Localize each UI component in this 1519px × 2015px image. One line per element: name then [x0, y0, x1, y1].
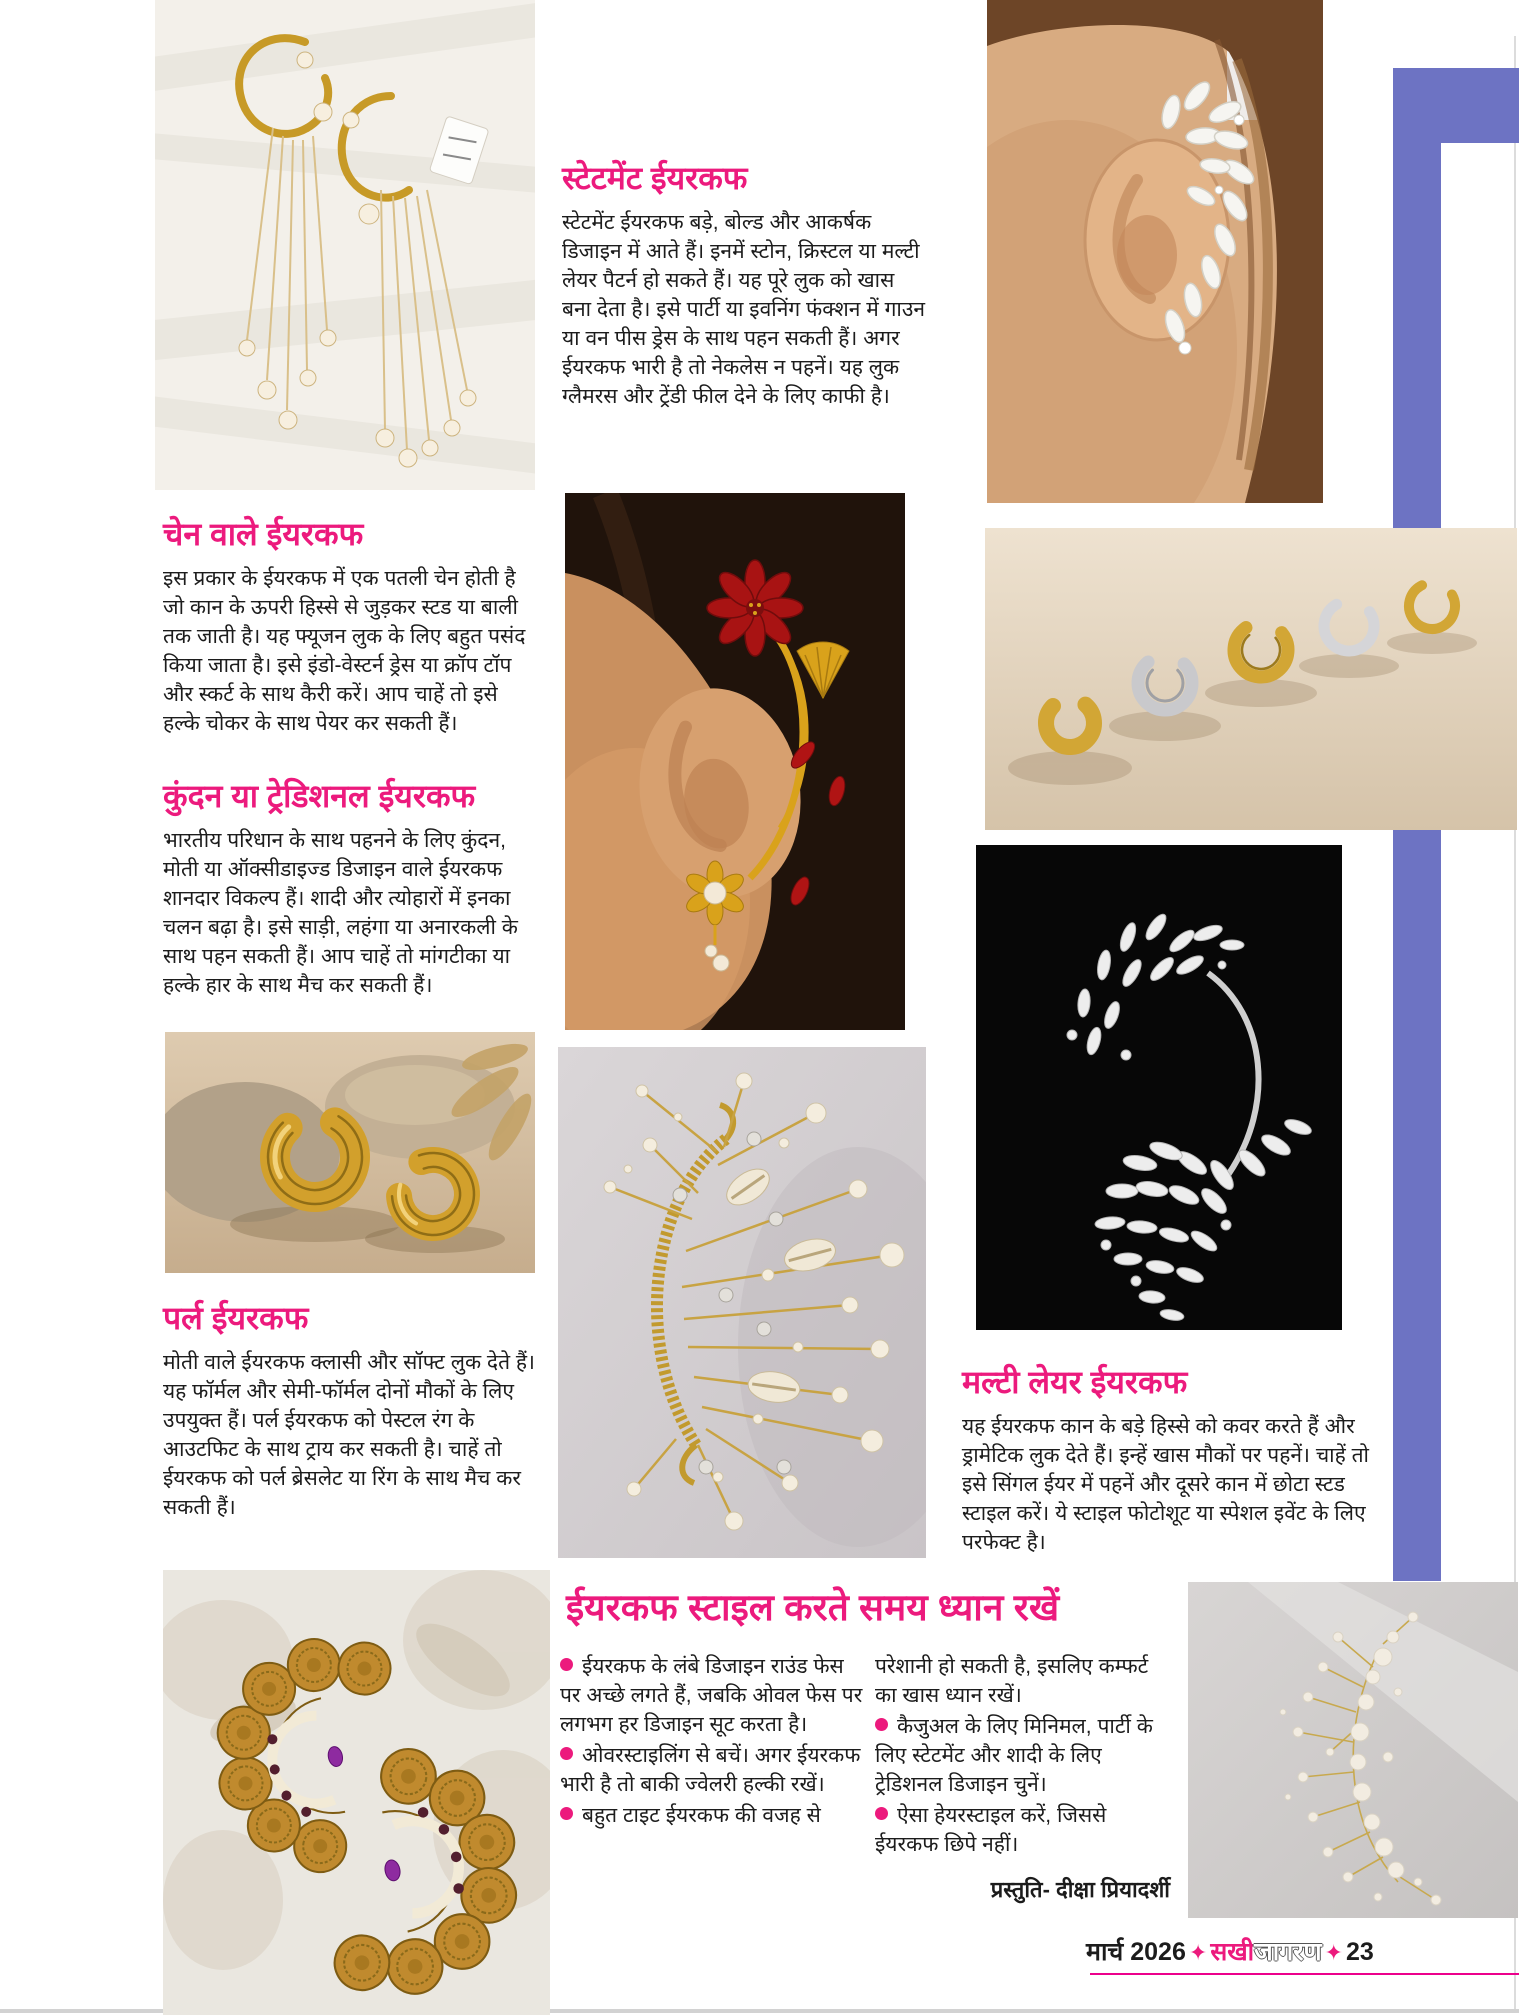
author-credit: प्रस्तुति- दीक्षा प्रियादर्शी [990, 1877, 1170, 1902]
tip-text: ऐसा हेयरस्टाइल करें, जिससे ईयरकफ छिपे नहीं। [875, 1804, 1107, 1856]
tip-item-continuation: परेशानी हो सकती है, इसलिए कम्फर्ट का खास ध्यान रखें। [875, 1655, 1149, 1707]
footer-rule-line [1090, 1973, 1519, 1975]
tip-item [560, 1652, 868, 1739]
section-chain-earcuff [163, 514, 537, 738]
tip-text: ओवरस्टाइलिंग से बचें। अगर ईयरकफ भारी है तो बाकी ज्वेलरी हल्की रखें। [560, 1744, 861, 1796]
bullet-dot-icon [875, 1718, 888, 1731]
section-title: स्टेटमेंट ईयरकफ [562, 160, 748, 196]
section-title: कुंदन या ट्रेडिशनल ईयरकफ [163, 778, 476, 814]
footer-page-number: 23 [1345, 1938, 1374, 1966]
sparkle-star-icon: ✦ [1324, 1940, 1343, 1965]
tips-title: ईयरकफ स्टाइल करते समय ध्यान रखें [566, 1587, 1060, 1628]
pearl-branch-photo [1188, 1582, 1518, 1918]
tip-text: ईयरकफ के लंबे डिजाइन राउंड फेस पर अच्छे लगते हैं, जबकि ओवल फेस पर लगभग हर डिजाइन सूट करता है। [560, 1655, 863, 1736]
section-title: चेन वाले ईयरकफ [163, 516, 364, 552]
red-flower-earcuff-photo [565, 493, 905, 1030]
footer-month-year: मार्च 2026 [1086, 1938, 1186, 1966]
section-body: यह ईयरकफ कान के बड़े हिस्से को कवर करते हैं और ड्रामेटिक लुक देते हैं। इन्हें खास मौकों पर पहनें। चाहें तो इसे सिंगल ईयर में पहनें और दूसरे कान में छोटा स्टड स्टाइल करें। ये स्टाइल फोटोशूट या स्पेशल इवेंट के लिए परफेक्ट है। [962, 1415, 1369, 1554]
section-kundan-earcuff [163, 776, 537, 1000]
section-body: मोती वाले ईयरकफ क्लासी और सॉफ्ट लुक देते हैं। यह फॉर्मल और सेमी-फॉर्मल दोनों मौकों के लिए उपयुक्त हैं। पर्ल ईयरकफ को पेस्टल रंग के आउटफिट के साथ ट्राय कर सकती है। चाहें तो ईयरकफ को पर्ल ब्रेसलेट या रिंग के साथ मैच कर सकती हैं। [163, 1351, 535, 1519]
footer-brand-sakhi: सखी [1210, 1938, 1255, 1966]
section-multilayer-earcuff [962, 1362, 1384, 1557]
footer-brand-jagran: जागरण [1254, 1938, 1322, 1966]
section-statement-earcuff [562, 158, 926, 411]
tip-item [560, 1801, 868, 1830]
section-title: पर्ल ईयरकफ [163, 1300, 309, 1336]
section-body: इस प्रकार के ईयरकफ में एक पतली चेन होती है जो कान के ऊपरी हिस्से से जुड़कर स्टड या बाली तक जाती है। यह फ्यूजन लुक के लिए बहुत पसंद किया जाता है। इसे इंडो-वेस्टर्न ड्रेस या क्रॉप टॉप और स्कर्ट के साथ कैरी करें। आप चाहें तो इसे हल्के चोकर के साथ पेयर कर सकती हैं। [163, 567, 526, 735]
section-pearl-earcuff [163, 1298, 537, 1522]
page-footer [1086, 1934, 1374, 1968]
bullet-dot-icon [560, 1658, 573, 1671]
tip-item [560, 1741, 868, 1799]
pearl-tassel-earcuffs-photo [155, 0, 535, 490]
coin-crescent-earcuffs-photo [163, 1570, 550, 2015]
crystal-leaf-earcuff-photo [987, 0, 1323, 503]
bullet-dot-icon [875, 1807, 888, 1820]
pearl-shell-earcuff-photo [558, 1047, 926, 1558]
purple-accent-bar-horizontal [1441, 68, 1519, 143]
bullet-dot-icon [560, 1807, 573, 1820]
tip-item [875, 1712, 1170, 1799]
section-body: स्टेटमेंट ईयरकफ बड़े, बोल्ड और आकर्षक डिजाइन में आते हैं। इनमें स्टोन, क्रिस्टल या मल्टी लेयर पैटर्न हो सकते हैं। यह पूरे लुक को खास बना देता है। इसे पार्टी या इवनिंग फंक्शन में गाउन या वन पीस ड्रेस के साथ पहन सकती हैं। अगर ईयरकफ भारी है तो नेकलेस न पहनें। यह लुक ग्लैमरस और ट्रेंडी फील देने के लिए काफी है। [562, 211, 926, 408]
diamond-earcuff-photo [976, 845, 1342, 1330]
tip-text: बहुत टाइट ईयरकफ की वजह से [582, 1804, 821, 1827]
tips-column-right [875, 1652, 1170, 1861]
tips-column-left [560, 1652, 868, 1832]
section-body: भारतीय परिधान के साथ पहनने के लिए कुंदन, मोती या ऑक्सीडाइज्ड डिजाइन वाले ईयरकफ शानदार विकल्प हैं। शादी और त्योहारों में इनका चलन बढ़ा है। इसे साड़ी, लहंगा या अनारकली के साथ पहन सकती हैं। आप चाहें तो मांगटीका या हल्के हार के साथ मैच कर सकती हैं। [163, 829, 518, 997]
gold-ribbed-cuffs-photo [165, 1032, 535, 1273]
section-title: मल्टी लेयर ईयरकफ [962, 1364, 1188, 1400]
tip-item [875, 1801, 1170, 1859]
tip-text: कैजुअल के लिए मिनिमल, पार्टी के लिए स्टेटमेंट और शादी के लिए ट्रेडिशनल डिजाइन चुनें। [875, 1715, 1153, 1796]
bullet-dot-icon [560, 1747, 573, 1760]
gold-silver-cuffs-photo [985, 528, 1517, 830]
sparkle-star-icon: ✦ [1188, 1940, 1208, 1965]
